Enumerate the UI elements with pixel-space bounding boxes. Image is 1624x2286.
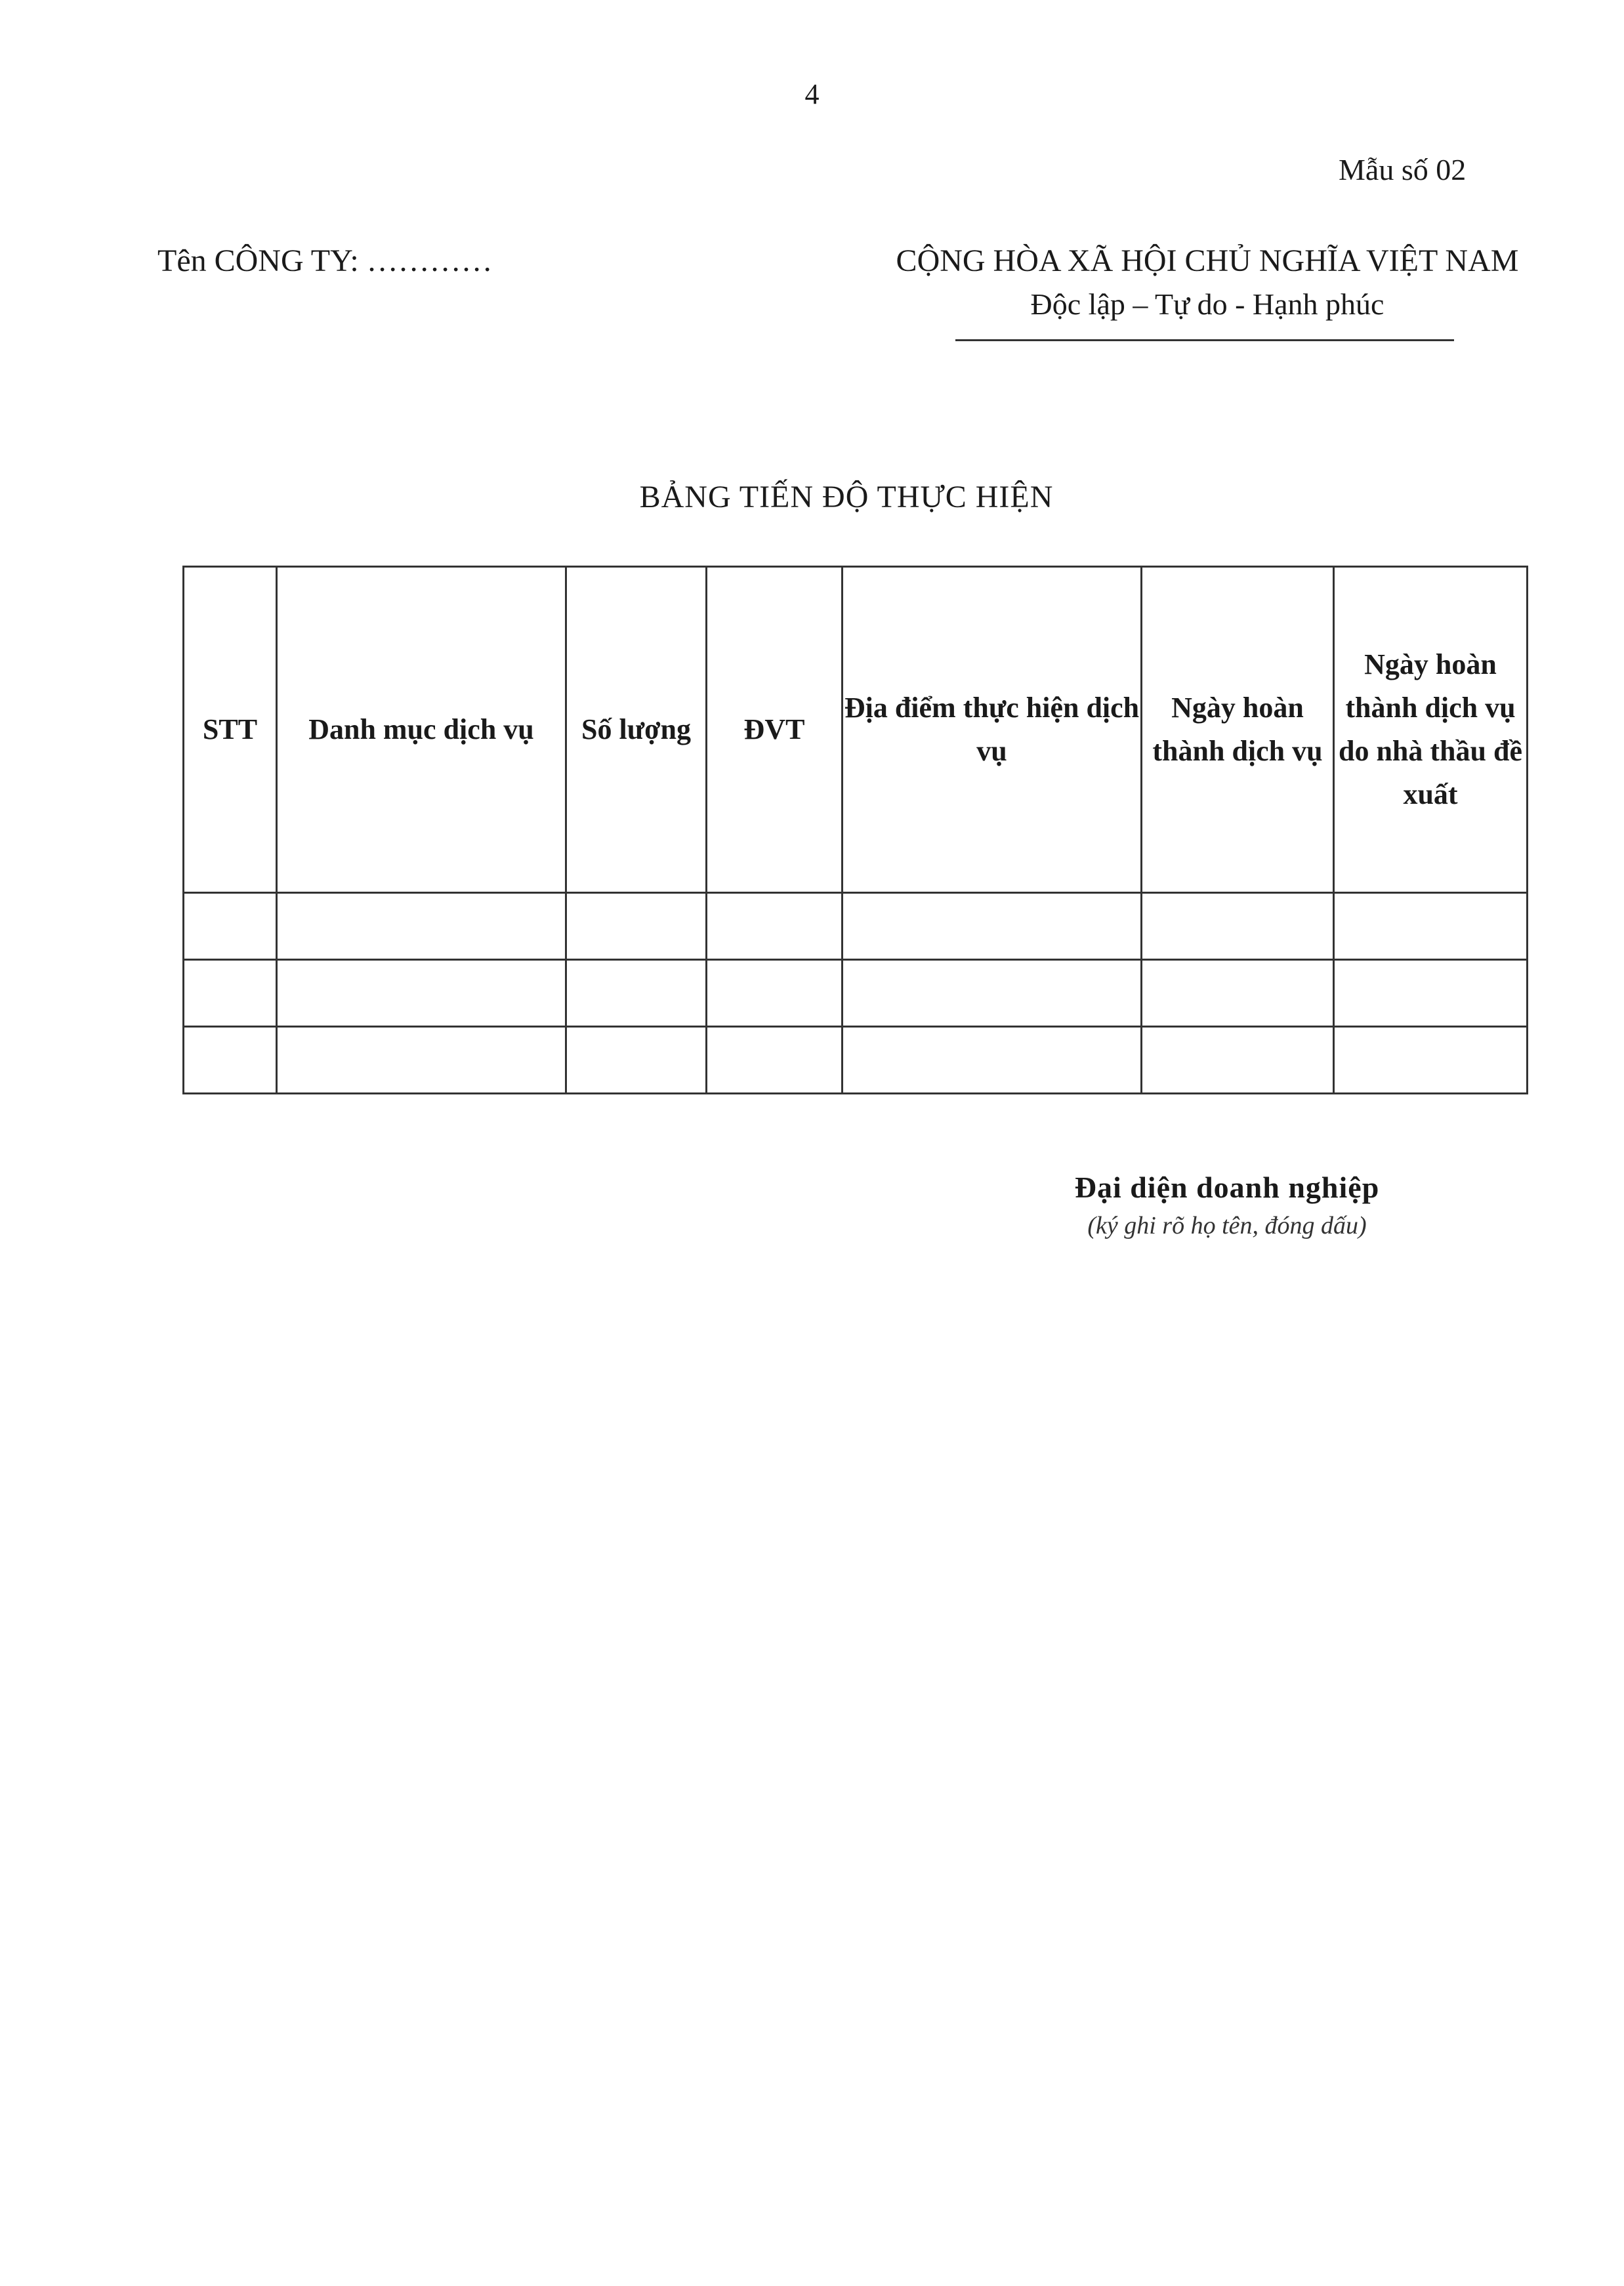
header-unit: ĐVT: [707, 567, 843, 893]
table-cell: [184, 893, 277, 960]
table-cell: [184, 1027, 277, 1094]
table-row: [184, 960, 1528, 1027]
page-number: 4: [804, 78, 820, 110]
table-cell: [277, 893, 566, 960]
table-cell: [707, 1027, 843, 1094]
signature-instruction: (ký ghi rõ họ tên, đóng dấu): [1087, 1212, 1367, 1239]
table-cell: [1142, 893, 1334, 960]
national-header: [840, 240, 1575, 325]
table-cell: [566, 960, 707, 1027]
representative-title: Đại diện doanh nghiệp: [1074, 1171, 1380, 1204]
table-cell: [843, 1027, 1142, 1094]
table-cell: [843, 960, 1142, 1027]
header-stt: STT: [184, 567, 277, 893]
table-cell: [566, 893, 707, 960]
form-code: Mẫu số 02: [1339, 153, 1467, 186]
table-cell: [277, 1027, 566, 1094]
table-row: [184, 1027, 1528, 1094]
table-cell: [184, 960, 277, 1027]
table-row: [184, 893, 1528, 960]
table-cell: [1334, 960, 1528, 1027]
table-cell: [277, 960, 566, 1027]
table-cell: [707, 960, 843, 1027]
table-cell: [1142, 960, 1334, 1027]
signature-block: [938, 1168, 1516, 1244]
table-cell: [843, 893, 1142, 960]
header-completion-date: Ngày hoàn thành dịch vụ: [1142, 567, 1334, 893]
header-location: Địa điểm thực hiện dịch vụ: [843, 567, 1142, 893]
table-title: BẢNG TIẾN ĐỘ THỰC HIỆN: [639, 480, 1054, 514]
header-quantity: Số lượng: [566, 567, 707, 893]
table-cell: [1334, 893, 1528, 960]
table-cell: [707, 893, 843, 960]
header-service-list: Danh mục dịch vụ: [277, 567, 566, 893]
national-motto: Độc lập – Tự do - Hạnh phúc: [1030, 287, 1385, 321]
table-cell: [1142, 1027, 1334, 1094]
motto-underline: [955, 339, 1454, 341]
table-cell: [566, 1027, 707, 1094]
schedule-table: [182, 566, 1528, 1094]
table-cell: [1334, 1027, 1528, 1094]
header-proposed-completion-date: Ngày hoàn thành dịch vụ do nhà thầu đề xuất: [1334, 567, 1528, 893]
country-name: CỘNG HÒA XÃ HỘI CHỦ NGHĨA VIỆT NAM: [896, 243, 1519, 278]
company-name-field: Tên CÔNG TY: …………: [157, 243, 493, 278]
table-header-row: [184, 567, 1528, 893]
